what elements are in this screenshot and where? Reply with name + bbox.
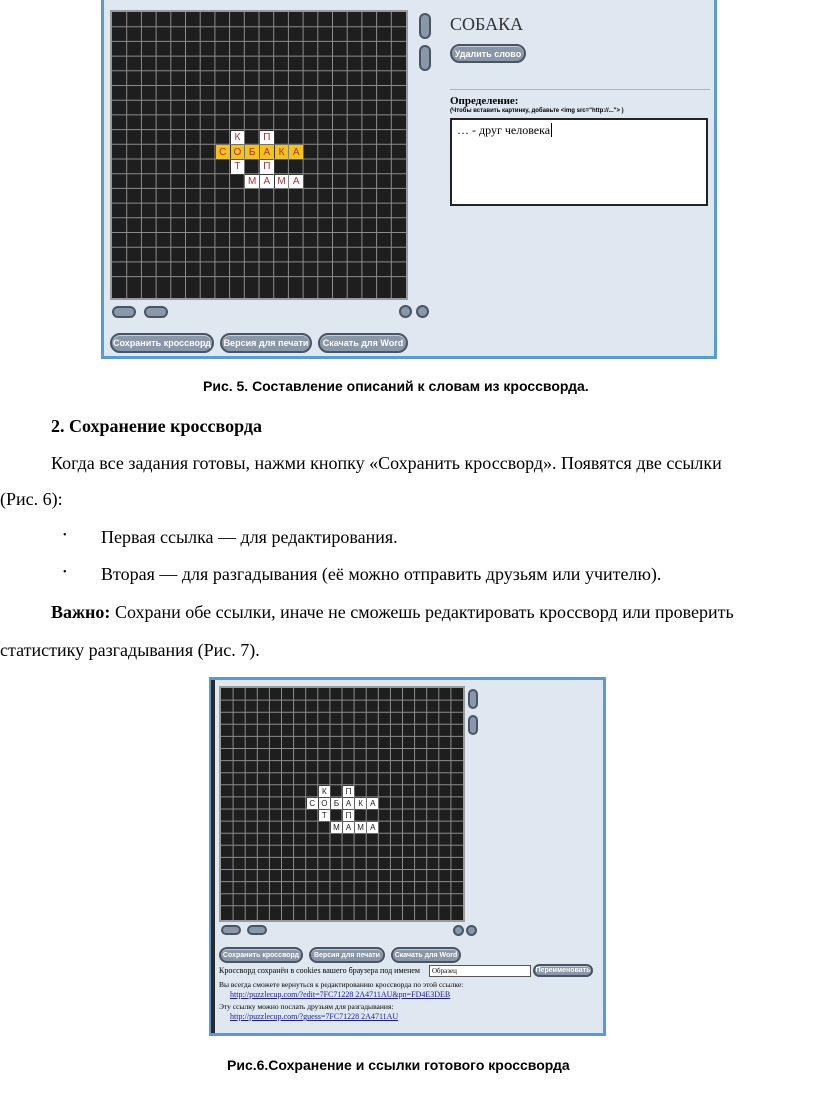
paragraph-1-line-1: Когда все задания готовы, нажми кнопку «Сохранить кроссворд». Появятся две ссылки [51, 453, 722, 473]
left-edge-bar [211, 680, 215, 1033]
cookie-saved-text: Кроссворд сохранён в cookies вашего браузера под именем [219, 966, 420, 975]
fig5-letter-cell[interactable]: А [260, 175, 274, 189]
important-label: Важно: [51, 602, 111, 622]
download-word-button[interactable]: Скачать для Word [318, 333, 408, 353]
bullet-1-marker: • [63, 530, 67, 541]
fig5-letter-cell[interactable]: С [216, 145, 230, 159]
rename-button[interactable]: Переименовать [533, 964, 593, 977]
fig5-letter-cell[interactable]: А [289, 175, 303, 189]
figure-6-caption: Рис.6.Сохранение и ссылки готового кроссворда [227, 1057, 570, 1073]
fig6-letter-cell[interactable]: П [343, 810, 354, 821]
fig6-letter-cell[interactable]: С [307, 798, 318, 809]
fig5-letter-cell[interactable]: М [245, 175, 259, 189]
fig6-letter-cell[interactable]: А [343, 798, 354, 809]
word-title: СОБАКА [450, 14, 524, 34]
vertical-scroll-up[interactable] [419, 13, 431, 39]
fig5-letter-cell[interactable]: П [260, 160, 274, 174]
fig5-letter-cell[interactable]: П [260, 131, 274, 145]
fig6-letter-cell[interactable]: М [355, 822, 366, 833]
fig6-letter-cell[interactable]: А [367, 798, 378, 809]
zoom-in-button[interactable] [466, 925, 477, 936]
vertical-scroll-up[interactable] [468, 689, 478, 709]
definition-textarea[interactable] [450, 118, 708, 206]
fig5-letter-cell[interactable]: А [289, 145, 303, 159]
fig5-letter-cell[interactable]: М [275, 175, 289, 189]
fig6-letter-cell[interactable]: К [355, 798, 366, 809]
fig6-letter-cell[interactable]: М [331, 822, 342, 833]
figure-6-frame [209, 677, 606, 1036]
vertical-scroll-down[interactable] [419, 45, 431, 71]
fig6-letter-cell[interactable]: А [367, 822, 378, 833]
divider [450, 89, 710, 90]
print-version-button[interactable]: Версия для печати [309, 947, 385, 963]
fig6-letter-cell[interactable]: П [343, 786, 354, 797]
zoom-out-button[interactable] [453, 925, 464, 936]
fig6-letter-cell[interactable]: К [319, 786, 330, 797]
figure-5-caption: Рис. 5. Составление описаний к словам из кроссворда. [203, 378, 589, 394]
fig6-letter-cell[interactable]: Б [331, 798, 342, 809]
delete-word-button[interactable]: Удалить слово [450, 44, 526, 63]
save-crossword-button[interactable]: Сохранить кроссворд [110, 333, 214, 353]
save-crossword-button[interactable]: Сохранить кроссворд [219, 947, 303, 963]
important-line-2: статистику разгадывания (Рис. 7). [0, 640, 260, 660]
bullet-1: Первая ссылка — для редактирования. [101, 527, 398, 547]
crossword-grid[interactable] [110, 10, 408, 300]
paragraph-1-line-2: (Рис. 6): [0, 489, 63, 509]
fig5-letter-cell[interactable]: К [231, 131, 245, 145]
download-word-button[interactable]: Скачать для Word [391, 947, 461, 963]
edit-link[interactable]: http://puzzlecup.com/?edit=7FC71228 2A4711AU&pn=FD4E3DEB [230, 990, 451, 999]
print-version-button[interactable]: Версия для печати [220, 333, 312, 353]
scroll-right-button[interactable] [144, 306, 168, 318]
fig6-letter-cell[interactable]: А [343, 822, 354, 833]
text-caret [551, 123, 552, 137]
scroll-right-button[interactable] [247, 925, 267, 935]
fig6-letter-cell[interactable]: О [319, 798, 330, 809]
zoom-out-button[interactable] [399, 305, 412, 318]
guess-link[interactable]: http://puzzlecup.com/?guess=7FC71228 2A4711AU [230, 1012, 399, 1021]
definition-label: Определение: [450, 95, 519, 107]
definition-hint: (Чтобы вставить картинку, добавьте <img src="http://..."> ) [450, 108, 624, 114]
scroll-left-button[interactable] [221, 925, 241, 935]
crossword-grid[interactable] [219, 686, 465, 922]
bullet-2-marker: • [63, 567, 67, 578]
fig5-letter-cell[interactable]: К [275, 145, 289, 159]
zoom-in-button[interactable] [416, 305, 429, 318]
scroll-left-button[interactable] [112, 306, 136, 318]
edit-link-text: Вы всегда сможете вернуться к редактированию кроссворда по этой ссылке: [219, 980, 464, 989]
fig5-letter-cell[interactable]: Т [231, 160, 245, 174]
fig5-letter-cell[interactable]: О [231, 145, 245, 159]
figure-5-frame [101, 0, 717, 359]
important-text: Сохрани обе ссылки, иначе не сможешь редактировать кроссворд или проверить [110, 602, 734, 622]
section-heading: 2. Сохранение кроссворда [51, 416, 262, 436]
important-line-1 [51, 602, 734, 623]
fig5-letter-cell[interactable]: А [260, 145, 274, 159]
guess-link-text: Эту ссылку можно послать друзьям для разгадывания: [219, 1002, 394, 1011]
bullet-2: Вторая — для разгадывания (её можно отправить друзьям или учителю). [101, 564, 662, 584]
vertical-scroll-down[interactable] [468, 715, 478, 735]
definition-value: … - друг человека [457, 123, 551, 137]
fig5-letter-cell[interactable]: Б [245, 145, 259, 159]
fig6-letter-cell[interactable]: Т [319, 810, 330, 821]
crossword-name-input[interactable]: Образец [429, 965, 531, 977]
